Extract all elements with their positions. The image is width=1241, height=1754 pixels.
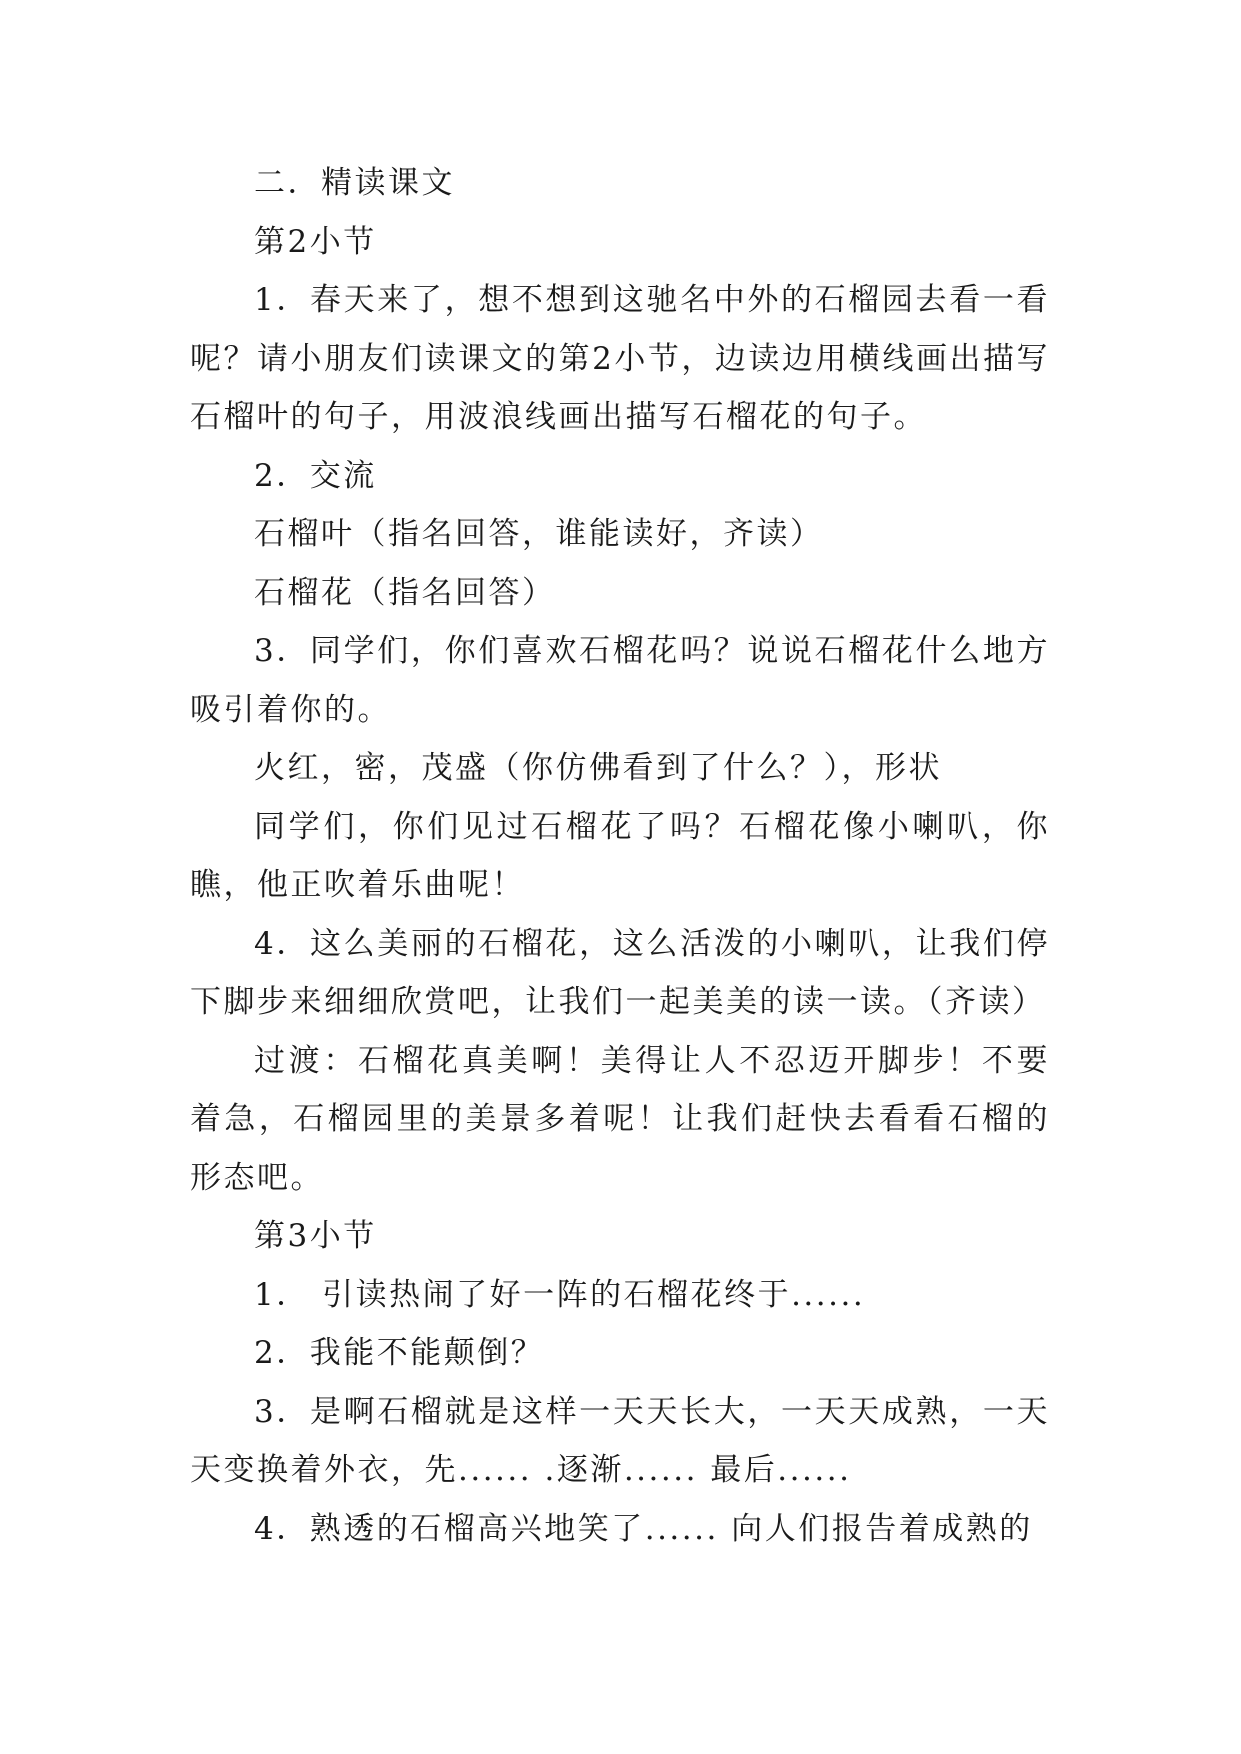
paragraph: 石榴花（指名回答） — [254, 574, 556, 611]
paragraph: 3．同学们，你们喜欢石榴花吗？说说石榴花什么地方吸引着你的。 — [190, 633, 1050, 728]
paragraph: 3．是啊石榴就是这样一天天长大，一天天成熟，一天天变换着外衣，先...... .逐渐...... 最后...... — [190, 1393, 1050, 1488]
paragraph: 4．熟透的石榴高兴地笑了...... 向人们报告着成熟的 — [254, 1510, 1033, 1547]
paragraph: 4．这么美丽的石榴花，这么活泼的小喇叭，让我们停下脚步来细细欣赏吧，让我们一起美美的读一读。（齐读） — [190, 925, 1050, 1020]
section-heading: 二．精读课文 — [254, 165, 455, 201]
paragraph: 石榴叶（指名回答，谁能读好，齐读） — [254, 516, 824, 552]
subsection-heading: 第3小节 — [254, 1218, 377, 1254]
paragraph: 1． 引读热闹了好一阵的石榴花终于...... — [254, 1276, 866, 1313]
subsection-heading: 第2小节 — [254, 223, 377, 260]
document-body — [190, 154, 1050, 1558]
paragraph: 过渡：石榴花真美啊！美得让人不忍迈开脚步！不要着急，石榴园里的美景多着呢！让我们赶快去看看石榴的形态吧。 — [190, 1042, 1050, 1196]
paragraph: 同学们，你们见过石榴花了吗？石榴花像小喇叭，你瞧，他正吹着乐曲呢！ — [190, 808, 1050, 903]
paragraph: 火红，密，茂盛（你仿佛看到了什么？），形状 — [254, 750, 942, 786]
paragraph: 2．交流 — [254, 457, 377, 494]
paragraph: 2．我能不能颠倒？ — [254, 1335, 545, 1371]
paragraph: 1．春天来了，想不想到这驰名中外的石榴园去看一看呢？请小朋友们读课文的第2小节，边读边用横线画出描写石榴叶的句子，用波浪线画出描写石榴花的句子。 — [190, 282, 1050, 435]
